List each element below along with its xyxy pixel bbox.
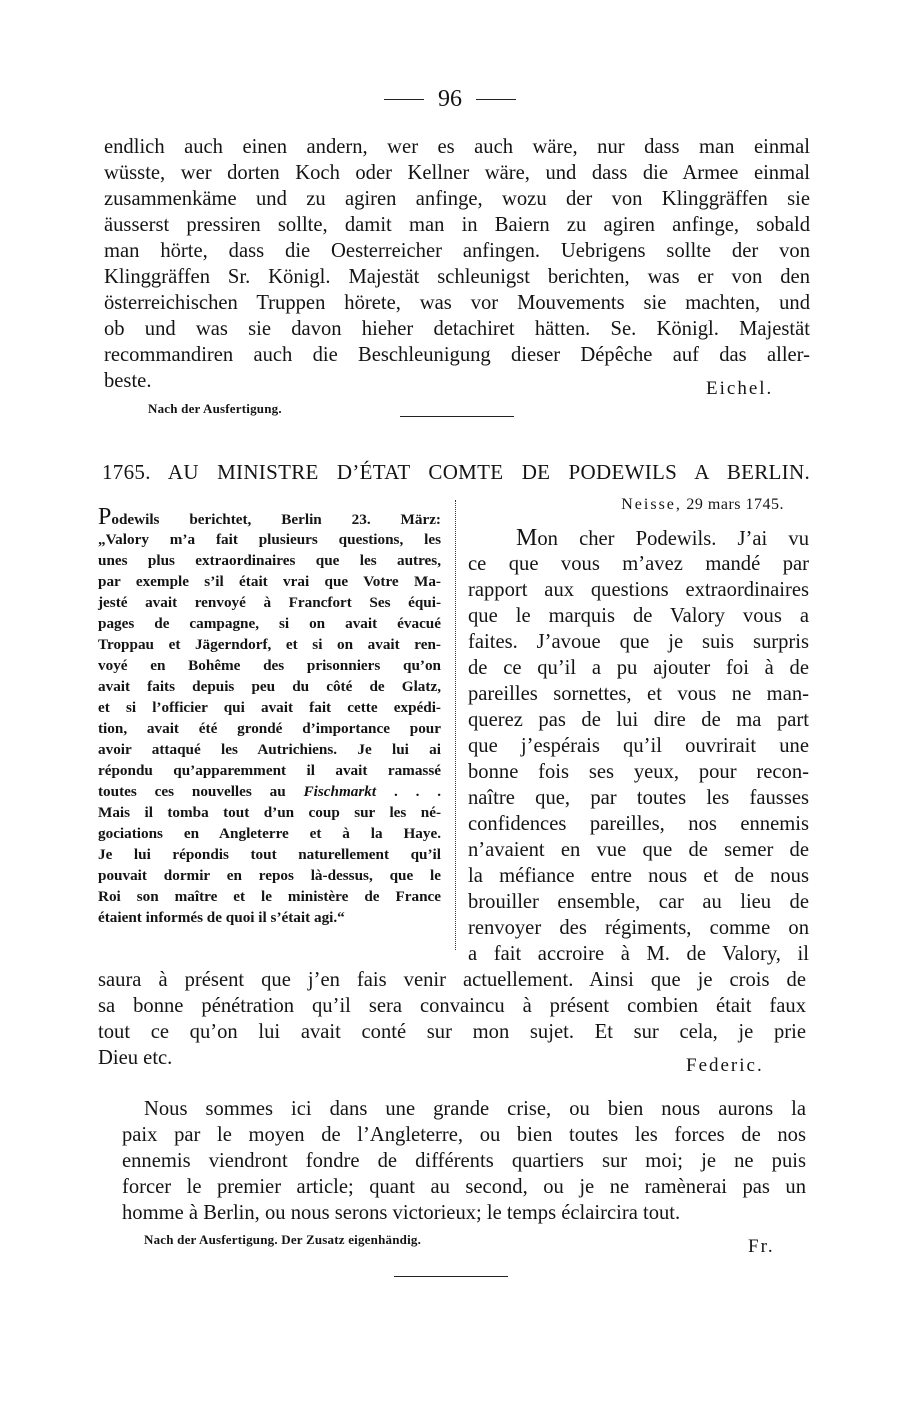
letter-line: confidences pareilles, nos ennemis [468, 813, 809, 835]
summary-line: jesté avait renvoyé à Francfort Ses équi- [98, 594, 441, 611]
postscript-line: Nous sommes ici dans une grande crise, ou bien nous aurons la [144, 1098, 806, 1120]
summary-line: Troppau et Jägerndorf, et si on avait ren- [98, 636, 441, 653]
letter1-source-note: Nach der Ausfertigung. [148, 401, 282, 416]
letter2-signature: Federic. [686, 1055, 764, 1076]
letter-line: la méfiance entre nous et de nous [468, 865, 809, 887]
summary-line: tion, avait été grondé d’importance pour [98, 720, 441, 737]
summary-line: par exemple s’il était vrai que Votre Ma- [98, 573, 441, 590]
letter1-line: beste. [104, 370, 152, 392]
letter2-source-note: Nach der Ausfertigung. Der Zusatz eigenhändig. [144, 1232, 422, 1247]
letter1-line: man hörte, dass die Oesterreicher anfingen. Uebrigens sollte der von [104, 240, 810, 262]
letter-line: pareilles sornettes, et vous ne man- [468, 683, 809, 705]
letter-line: naître que, par toutes les fausses [468, 787, 809, 809]
letter-line: que le marquis de Valory vous a [468, 605, 809, 627]
summary-line: avoir attaqué les Autrichiens. Je lui ai [98, 741, 441, 758]
fischmarkt-word: Fischmarkt [303, 783, 377, 800]
summary-line: pages de campagne, si on avait évacué [98, 615, 441, 632]
postscript-line: ennemis viendront fondre de différents quartiers sur moi; je ne puis [122, 1150, 806, 1172]
postscript-line: paix par le moyen de l’Angleterre, ou bien toutes les forces de nos [122, 1124, 806, 1146]
letter-line: Mon cher Podewils. J’ai vu [516, 525, 809, 551]
header-dash-right [476, 99, 516, 100]
summary-line: avait faits depuis peu du côté de Glatz, [98, 678, 441, 695]
letter-line: faites. J’avoue que je suis surpris [468, 631, 809, 653]
letter1-signature: Eichel. [706, 378, 774, 399]
summary-line: Roi son maître et le ministère de France [98, 888, 441, 905]
letter-line: brouiller ensemble, car au lieu de [468, 891, 809, 913]
summary-line: gociations en Angleterre et à la Haye. [98, 825, 441, 842]
column-divider [455, 500, 456, 950]
page-number: 96 [438, 86, 462, 112]
summary-line: voyé en Bohême des prisonniers qu’on [98, 657, 441, 674]
letter1-line: österreichischen Truppen hörete, was vor Mouvements sie machten, und [104, 292, 810, 314]
letter1-line: endlich auch einen andern, wer es auch wäre, nur dass man einmal [104, 136, 810, 158]
letter-initial: M [516, 525, 538, 551]
letter-line: que j’espérais qu’il ouvrirait une [468, 735, 809, 757]
summary-line: Je lui répondis tout naturellement qu’il [98, 846, 441, 863]
summary-line: répondu qu’apparemment il avait ramassé [98, 762, 441, 779]
postscript-line: homme à Berlin, ou nous serons victorieux; le temps éclaircira tout. [122, 1202, 681, 1224]
summary-line: Podewils berichtet, Berlin 23. März: [98, 504, 441, 530]
summary-line: unes plus extraordinaires que les autres, [98, 552, 441, 569]
letter-line: querez pas de lui dire de ma part [468, 709, 809, 731]
postscript-signature: Fr. [748, 1236, 775, 1257]
header-dash-left [384, 99, 424, 100]
letter-line: Dieu etc. [98, 1047, 173, 1069]
letter-line: renvoyer des régiments, comme on [468, 917, 809, 939]
letter1-line: äusserst pressiren sollte, damit man in Baiern zu agiren anfinge, sobald [104, 214, 810, 236]
end-rule [394, 1276, 508, 1277]
letter-line: saura à présent que j’en fais venir actuellement. Ainsi que je crois de [98, 969, 806, 991]
summary-initial: P [98, 504, 112, 530]
summary-line: pouvait dormir en repos là-dessus, que le [98, 867, 441, 884]
postscript-line: forcer le premier article; quant au second, ou je ne ramènerai pas un [122, 1176, 806, 1198]
summary-line: Mais il tomba tout d’un coup sur les né- [98, 804, 441, 821]
letter-line: bonne fois ses yeux, pour recon- [468, 761, 809, 783]
letter-heading: 1765. AU MINISTRE D’ÉTAT COMTE DE PODEWILS A BERLIN. [102, 460, 810, 484]
summary-line: „Valory m’a fait plusieurs questions, les [98, 531, 441, 548]
page-header [0, 86, 900, 120]
letter1-line: wüsste, wer dorten Koch oder Kellner wäre, und dass die Armee einmal [104, 162, 810, 184]
letter-line: rapport aux questions extraordinaires [468, 579, 809, 601]
letter1-line: recommandiren auch die Beschleunigung dieser Dépêche auf das aller- [104, 344, 810, 366]
letter-line: a fait accroire à M. de Valory, il [468, 943, 809, 965]
letter-line: tout ce qu’on lui avait conté sur mon sujet. Et sur cela, je prie [98, 1021, 806, 1043]
letter-line: n’avaient en vue que de semer de [468, 839, 809, 861]
summary-line: toutes ces nouvelles au Fischmarkt . . . [98, 783, 442, 800]
letter1-line: Klinggräffen Sr. Königl. Majestät schleunigst berichten, was er von den [104, 266, 810, 288]
summary-line: étaient informés de quoi il s’était agi.“ [98, 909, 345, 926]
summary-line: et si l’officier qui avait fait cette expédi- [98, 699, 441, 716]
letter-line: de ce qu’il a pu ajouter foi à de [468, 657, 809, 679]
letter-dateline: Neisse, 29 mars 1745. [621, 496, 784, 513]
letter-line: ce que vous m’avez mandé par [468, 553, 809, 575]
letter1-line: zusammenkäme und zu agiren anfinge, wozu der von Klinggräffen sie [104, 188, 810, 210]
section-rule [400, 416, 514, 417]
letter1-line: ob und was sie davon hieher detachiret hätten. Se. Königl. Majestät [104, 318, 810, 340]
letter-line: sa bonne pénétration qu’il sera convaincu à présent combien était faux [98, 995, 806, 1017]
